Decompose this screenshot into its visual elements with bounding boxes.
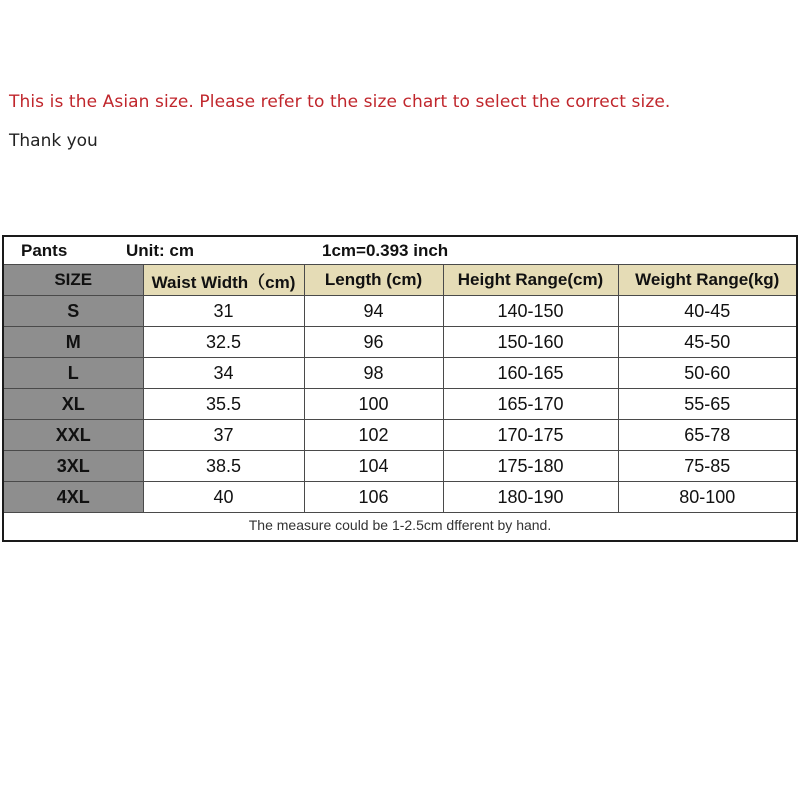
table-row <box>4 389 796 420</box>
height-cell: 160-165 <box>443 358 618 389</box>
table-row <box>4 482 796 513</box>
size-cell: XL <box>4 389 143 420</box>
size-table <box>4 264 796 513</box>
table-row <box>4 451 796 482</box>
height-cell: 165-170 <box>443 389 618 420</box>
table-row <box>4 358 796 389</box>
column-header-length: Length (cm) <box>304 265 443 296</box>
weight-cell: 40-45 <box>618 296 796 327</box>
height-cell: 175-180 <box>443 451 618 482</box>
weight-cell: 75-85 <box>618 451 796 482</box>
weight-cell: 65-78 <box>618 420 796 451</box>
asian-size-notice: This is the Asian size. Please refer to the size chart to select the correct size. <box>9 92 671 112</box>
weight-cell: 45-50 <box>618 327 796 358</box>
table-row <box>4 420 796 451</box>
column-header-weight: Weight Range(kg) <box>618 265 796 296</box>
waist-cell: 37 <box>143 420 304 451</box>
weight-cell: 55-65 <box>618 389 796 420</box>
height-cell: 150-160 <box>443 327 618 358</box>
length-cell: 94 <box>304 296 443 327</box>
waist-cell: 32.5 <box>143 327 304 358</box>
table-row <box>4 296 796 327</box>
size-cell: 4XL <box>4 482 143 513</box>
height-cell: 170-175 <box>443 420 618 451</box>
length-cell: 106 <box>304 482 443 513</box>
table-row <box>4 327 796 358</box>
thank-you-text: Thank you <box>9 131 98 151</box>
weight-cell: 80-100 <box>618 482 796 513</box>
height-cell: 140-150 <box>443 296 618 327</box>
waist-cell: 40 <box>143 482 304 513</box>
length-cell: 102 <box>304 420 443 451</box>
size-cell: XXL <box>4 420 143 451</box>
measurement-footnote: The measure could be 1-2.5cm dfferent by hand. <box>248 517 552 533</box>
chart-unit: Unit: cm <box>126 241 194 260</box>
weight-cell: 50-60 <box>618 358 796 389</box>
size-cell: S <box>4 296 143 327</box>
length-cell: 96 <box>304 327 443 358</box>
waist-cell: 31 <box>143 296 304 327</box>
size-cell: L <box>4 358 143 389</box>
column-header-height: Height Range(cm) <box>443 265 618 296</box>
column-header-size: SIZE <box>4 265 143 296</box>
column-header-waist: Waist Width（cm) <box>143 265 304 296</box>
size-cell: M <box>4 327 143 358</box>
unit-conversion: 1cm=0.393 inch <box>322 241 449 260</box>
size-chart <box>2 235 798 542</box>
chart-header <box>4 237 796 264</box>
length-cell: 104 <box>304 451 443 482</box>
length-cell: 100 <box>304 389 443 420</box>
waist-cell: 34 <box>143 358 304 389</box>
chart-category: Pants <box>21 241 68 260</box>
waist-cell: 38.5 <box>143 451 304 482</box>
size-cell: 3XL <box>4 451 143 482</box>
height-cell: 180-190 <box>443 482 618 513</box>
length-cell: 98 <box>304 358 443 389</box>
table-header-row <box>4 265 796 296</box>
waist-cell: 35.5 <box>143 389 304 420</box>
